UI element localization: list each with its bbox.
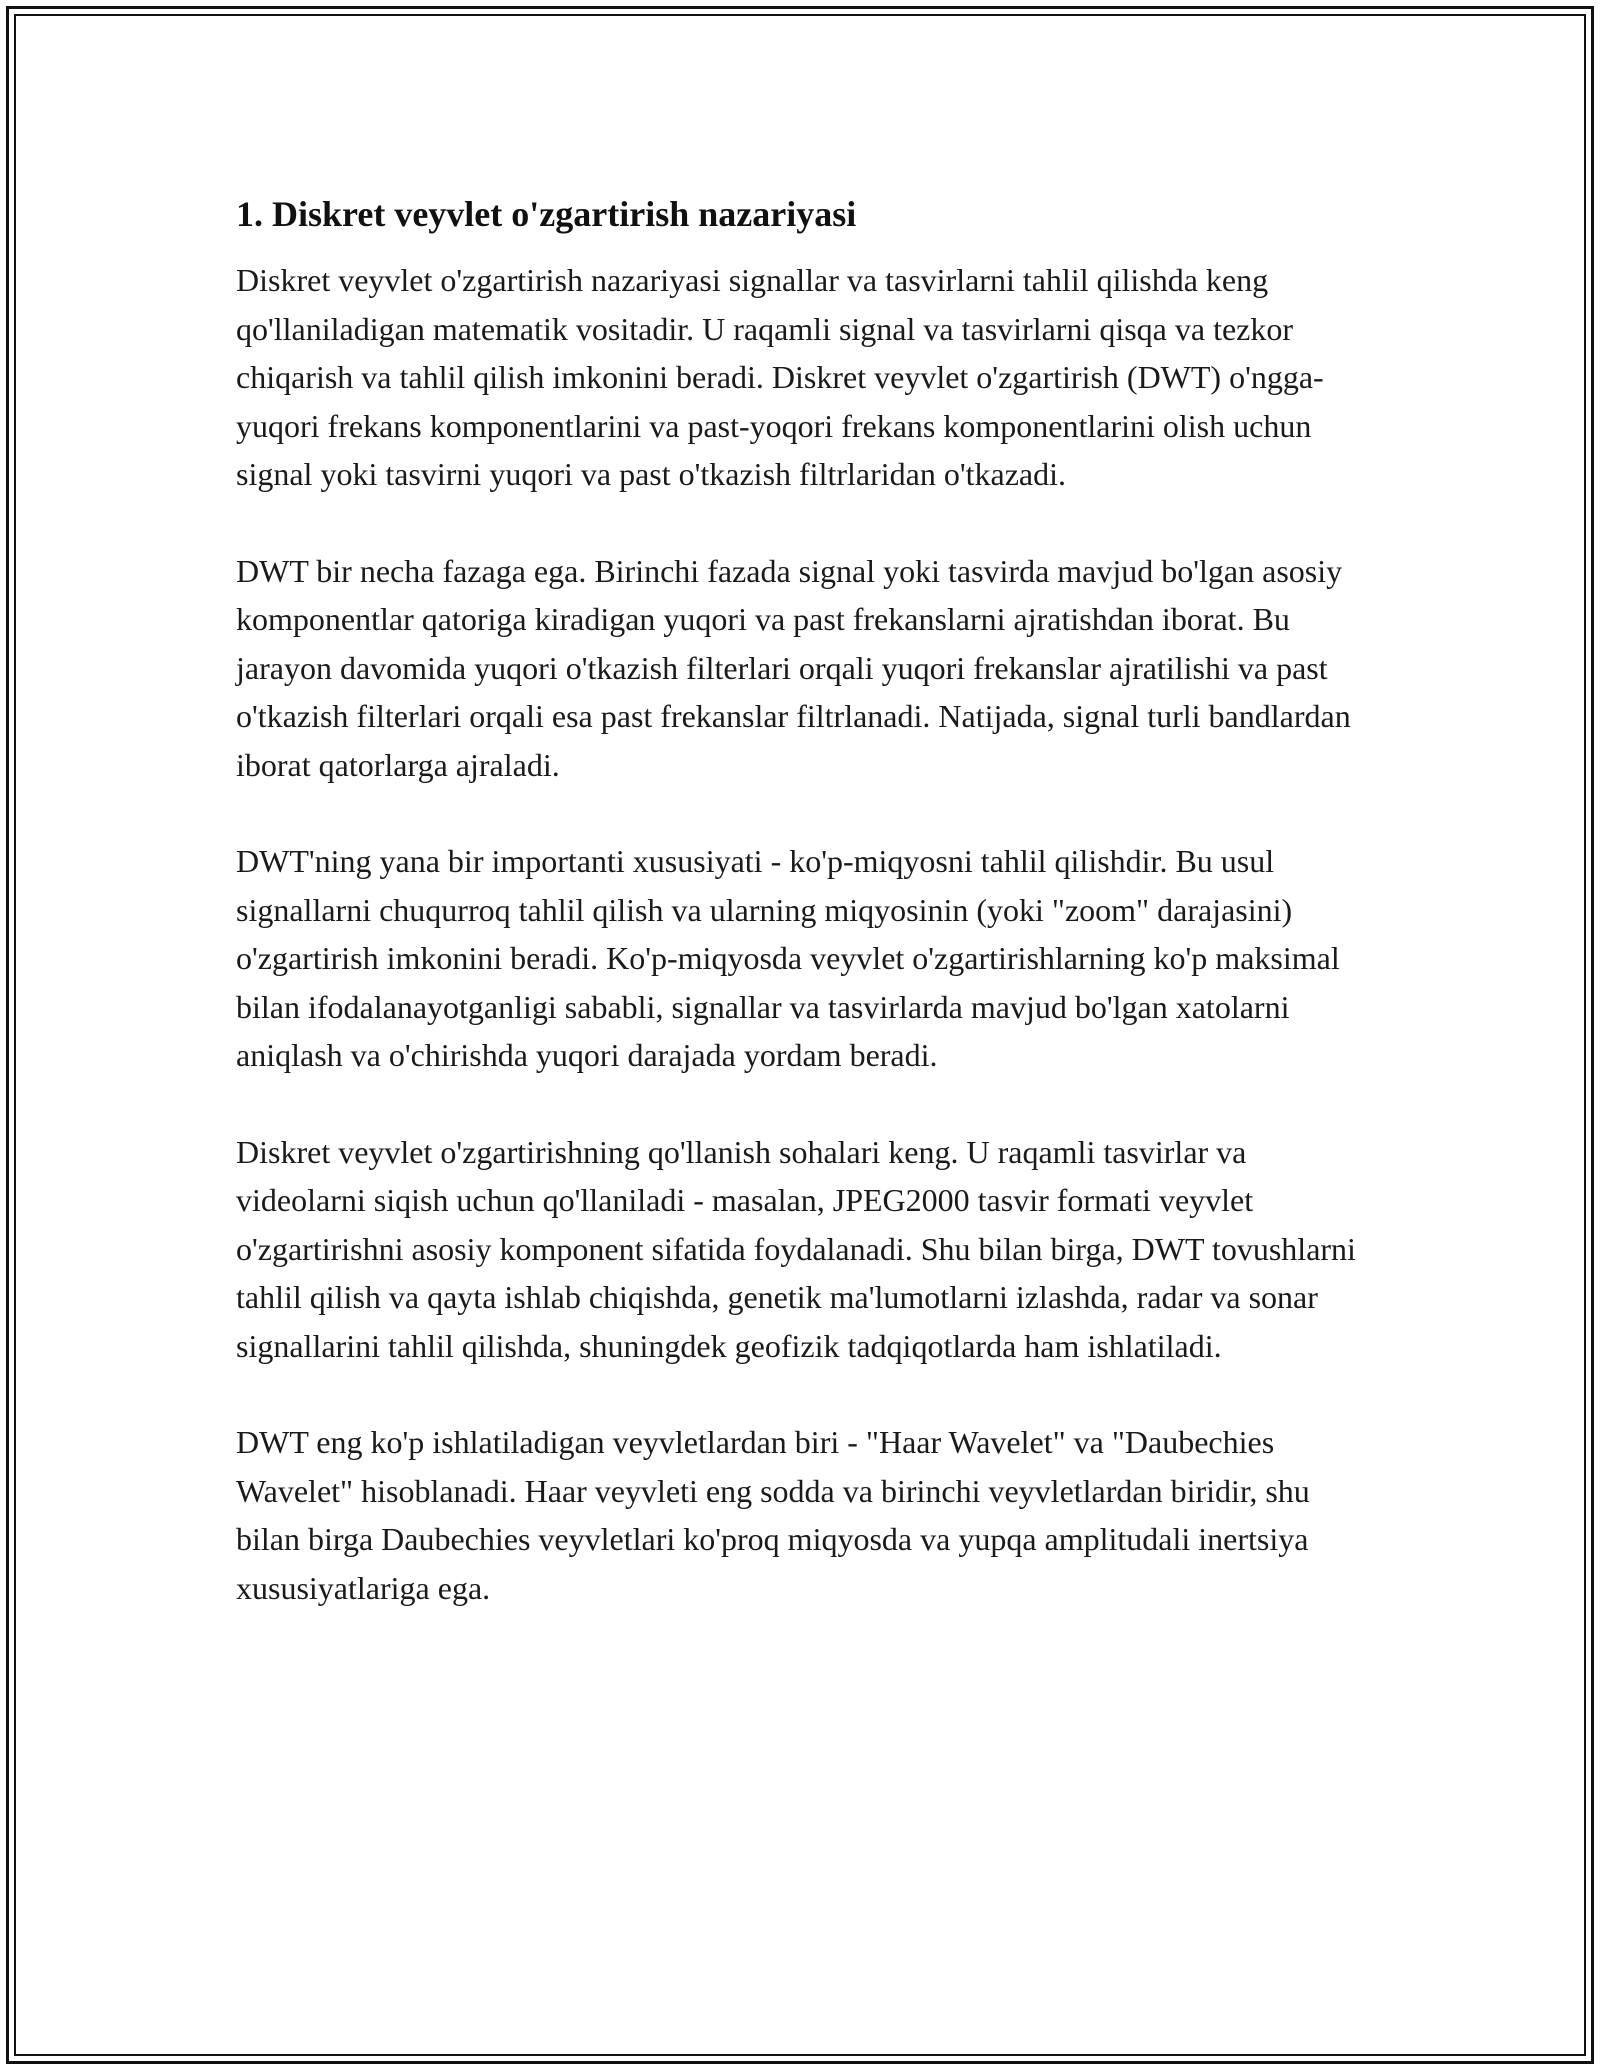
paragraph-phases: DWT bir necha fazaga ega. Birinchi fazada signal yoki tasvirda mavjud bo'lgan asosiy komponentlar qatoriga kiradigan yuqori va past frekanslarni ajratishdan iborat. Bu jarayon davomida yuqori o'tkazish filterlari orqali yuqori frekanslar ajratilishi va past o'tkazish filterlari orqali esa past frekanslar filtrlanadi. Natijada, signal turli bandlardan iborat qatorlarga ajraladi. bbox=[236, 552, 1351, 783]
paragraph-intro: Diskret veyvlet o'zgartirish nazariyasi signallar va tasvirlarni tahlil qilishda keng qo'llaniladigan matematik vositadir. U raqamli signal va tasvirlarni qisqa va tezkor chiqarish va tahlil qilish imkonini beradi. Diskret veyvlet o'zgartirish (DWT) o'ngga-yuqori frekans komponentlarini va past-yoqori frekans komponentlarini olish uchun signal yoki tasvirni yuqori va past o'tkazish filtrlaridan o'tkazadi. bbox=[236, 262, 1324, 492]
paragraph-wavelet-types: DWT eng ko'p ishlatiladigan veyvletlardan biri - "Haar Wavelet" va "Daubechies Wavelet" hisoblanadi. Haar veyvleti eng sodda va birinchi veyvletlardan biridir, shu bilan birga Daubechies veyvletlari ko'proq miqyosda va yupqa amplitudali inertsiya xususiyatlariga ega. bbox=[236, 1424, 1310, 1606]
paragraph-applications: Diskret veyvlet o'zgartirishning qo'llanish sohalari keng. U raqamli tasvirlar va videolarni siqish uchun qo'llaniladi - masalan, JPEG2000 tasvir formati veyvlet o'zgartirishni asosiy komponent sifatida foydalanadi. Shu bilan birga, DWT tovushlarni tahlil qilish va qayta ishlab chiqishda, genetik ma'lumotlarni izlashda, radar va sonar signallarini tahlil qilishda, shuningdek geofizik tadqiqotlarda ham ishlatiladi. bbox=[236, 1133, 1356, 1364]
document-body bbox=[236, 186, 1376, 1660]
paragraph-multiscale: DWT'ning yana bir importanti xususiyati - ko'p-miqyosni tahlil qilishdir. Bu usul signallarni chuqurroq tahlil qilish va ularning miqyosinin (yoki "zoom" darajasini) o'zgartirish imkonini beradi. Ko'p-miqyosda veyvlet o'zgartirishlarning ko'p maksimal bilan ifodalanayotganligi sababli, signallar va tasvirlarda mavjud bo'lgan xatolarni aniqlash va o'chirishda yuqori darajada yordam beradi. bbox=[236, 843, 1340, 1073]
section-heading: 1. Diskret veyvlet o'zgartirish nazariyasi bbox=[236, 194, 857, 234]
